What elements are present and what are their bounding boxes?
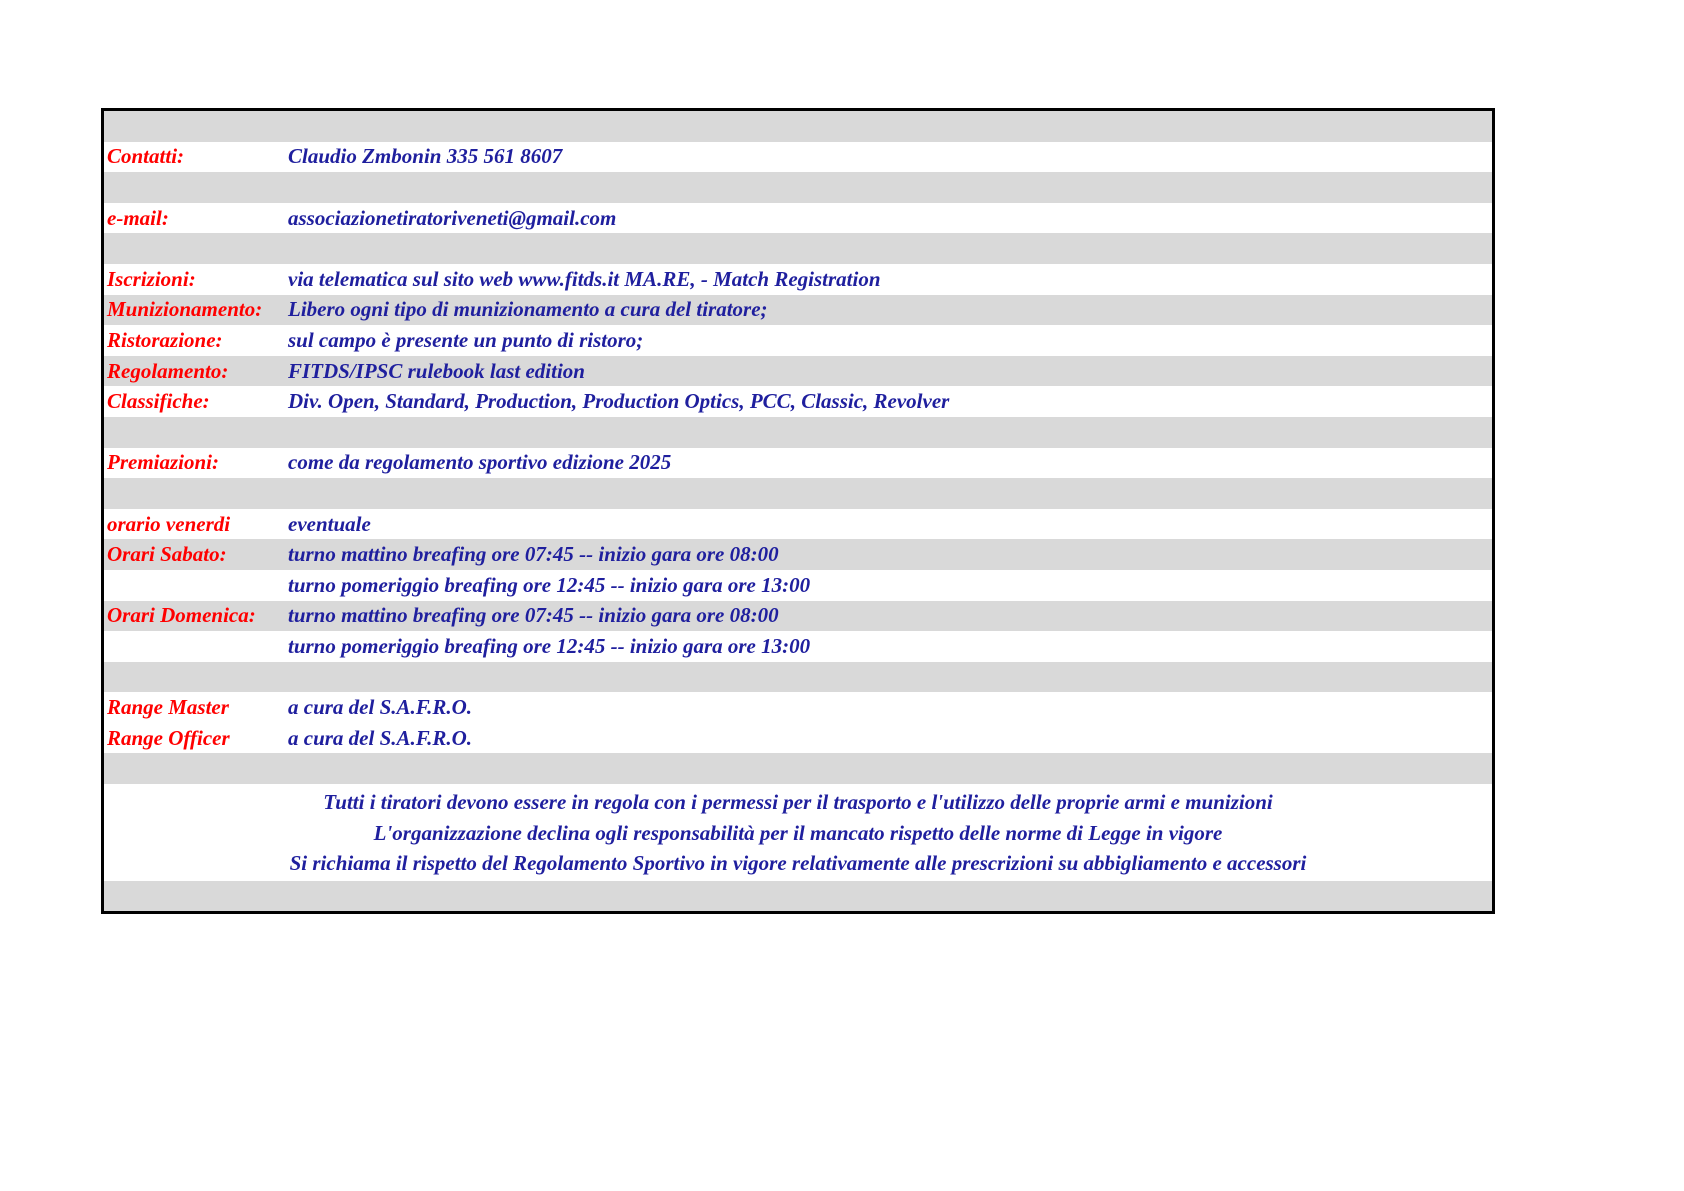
row-value: associazionetiratoriveneti@gmail.com — [288, 205, 617, 230]
row-label: Contatti: — [107, 144, 185, 169]
row-label: orario venerdi — [107, 511, 231, 536]
row-value: turno pomeriggio breafing ore 12:45 -- inizio gara ore 13:00 — [288, 572, 811, 597]
spacer-row — [104, 478, 1492, 509]
range-master-row — [104, 692, 1492, 723]
registration-row — [104, 264, 1492, 295]
row-value: FITDS/IPSC rulebook last edition — [288, 358, 585, 383]
row-value: a cura del S.A.F.R.O. — [288, 695, 472, 720]
friday-schedule-row — [104, 509, 1492, 540]
row-label: Munizionamento: — [107, 297, 263, 322]
range-officer-row — [104, 723, 1492, 754]
contacts-row — [104, 142, 1492, 173]
row-label: e-mail: — [107, 205, 169, 230]
row-label: Classifiche: — [107, 389, 210, 414]
rules-row — [104, 356, 1492, 387]
spacer-row — [104, 111, 1492, 142]
awards-row — [104, 448, 1492, 479]
row-label: Premiazioni: — [107, 450, 220, 475]
row-label: Orari Domenica: — [107, 603, 256, 628]
email-row — [104, 203, 1492, 234]
row-label: Range Master — [107, 695, 229, 720]
note-dress-code: Si richiama il rispetto del Regolamento Sportivo in vigore relativamente alle prescrizioni su abbigliamento e accessori — [289, 851, 1307, 876]
row-value: a cura del S.A.F.R.O. — [288, 725, 472, 750]
note-responsibility: L'organizzazione declina ogli responsabilità per il mancato rispetto delle norme di Legge in vigore — [373, 820, 1223, 845]
row-label: Orari Sabato: — [107, 542, 227, 567]
row-value: sul campo è presente un punto di ristoro; — [288, 327, 644, 352]
saturday-afternoon-row — [104, 570, 1492, 601]
row-label: Ristorazione: — [107, 327, 223, 352]
row-value: Claudio Zmbonin 335 561 8607 — [288, 144, 563, 169]
row-value: eventuale — [288, 511, 371, 536]
saturday-morning-row — [104, 539, 1492, 570]
ammunition-row — [104, 295, 1492, 326]
row-label: Range Officer — [107, 725, 230, 750]
spacer-row — [104, 417, 1492, 448]
row-value: come da regolamento sportivo edizione 2025 — [288, 450, 672, 475]
note-permits: Tutti i tiratori devono essere in regola con i permessi per il trasporto e l'utilizzo delle proprie armi e munizioni — [323, 790, 1273, 815]
spacer-row — [104, 662, 1492, 693]
row-value: via telematica sul sito web www.fitds.it MA.RE, - Match Registration — [288, 266, 881, 291]
row-value: Libero ogni tipo di munizionamento a cura del tiratore; — [288, 297, 768, 322]
catering-row — [104, 325, 1492, 356]
spacer-row — [104, 881, 1492, 912]
row-value: turno mattino breafing ore 07:45 -- inizio gara ore 08:00 — [288, 542, 779, 567]
info-sheet — [101, 108, 1495, 914]
row-value: turno pomeriggio breafing ore 12:45 -- inizio gara ore 13:00 — [288, 633, 811, 658]
row-value: Div. Open, Standard, Production, Production Optics, PCC, Classic, Revolver — [288, 389, 950, 414]
row-label: Iscrizioni: — [107, 266, 196, 291]
sunday-afternoon-row — [104, 631, 1492, 662]
row-label: Regolamento: — [107, 358, 229, 383]
spacer-row — [104, 172, 1492, 203]
spacer-row — [104, 753, 1492, 784]
notes-block — [104, 784, 1492, 881]
row-value: turno mattino breafing ore 07:45 -- inizio gara ore 08:00 — [288, 603, 779, 628]
rankings-row — [104, 386, 1492, 417]
spacer-row — [104, 233, 1492, 264]
sunday-morning-row — [104, 601, 1492, 632]
